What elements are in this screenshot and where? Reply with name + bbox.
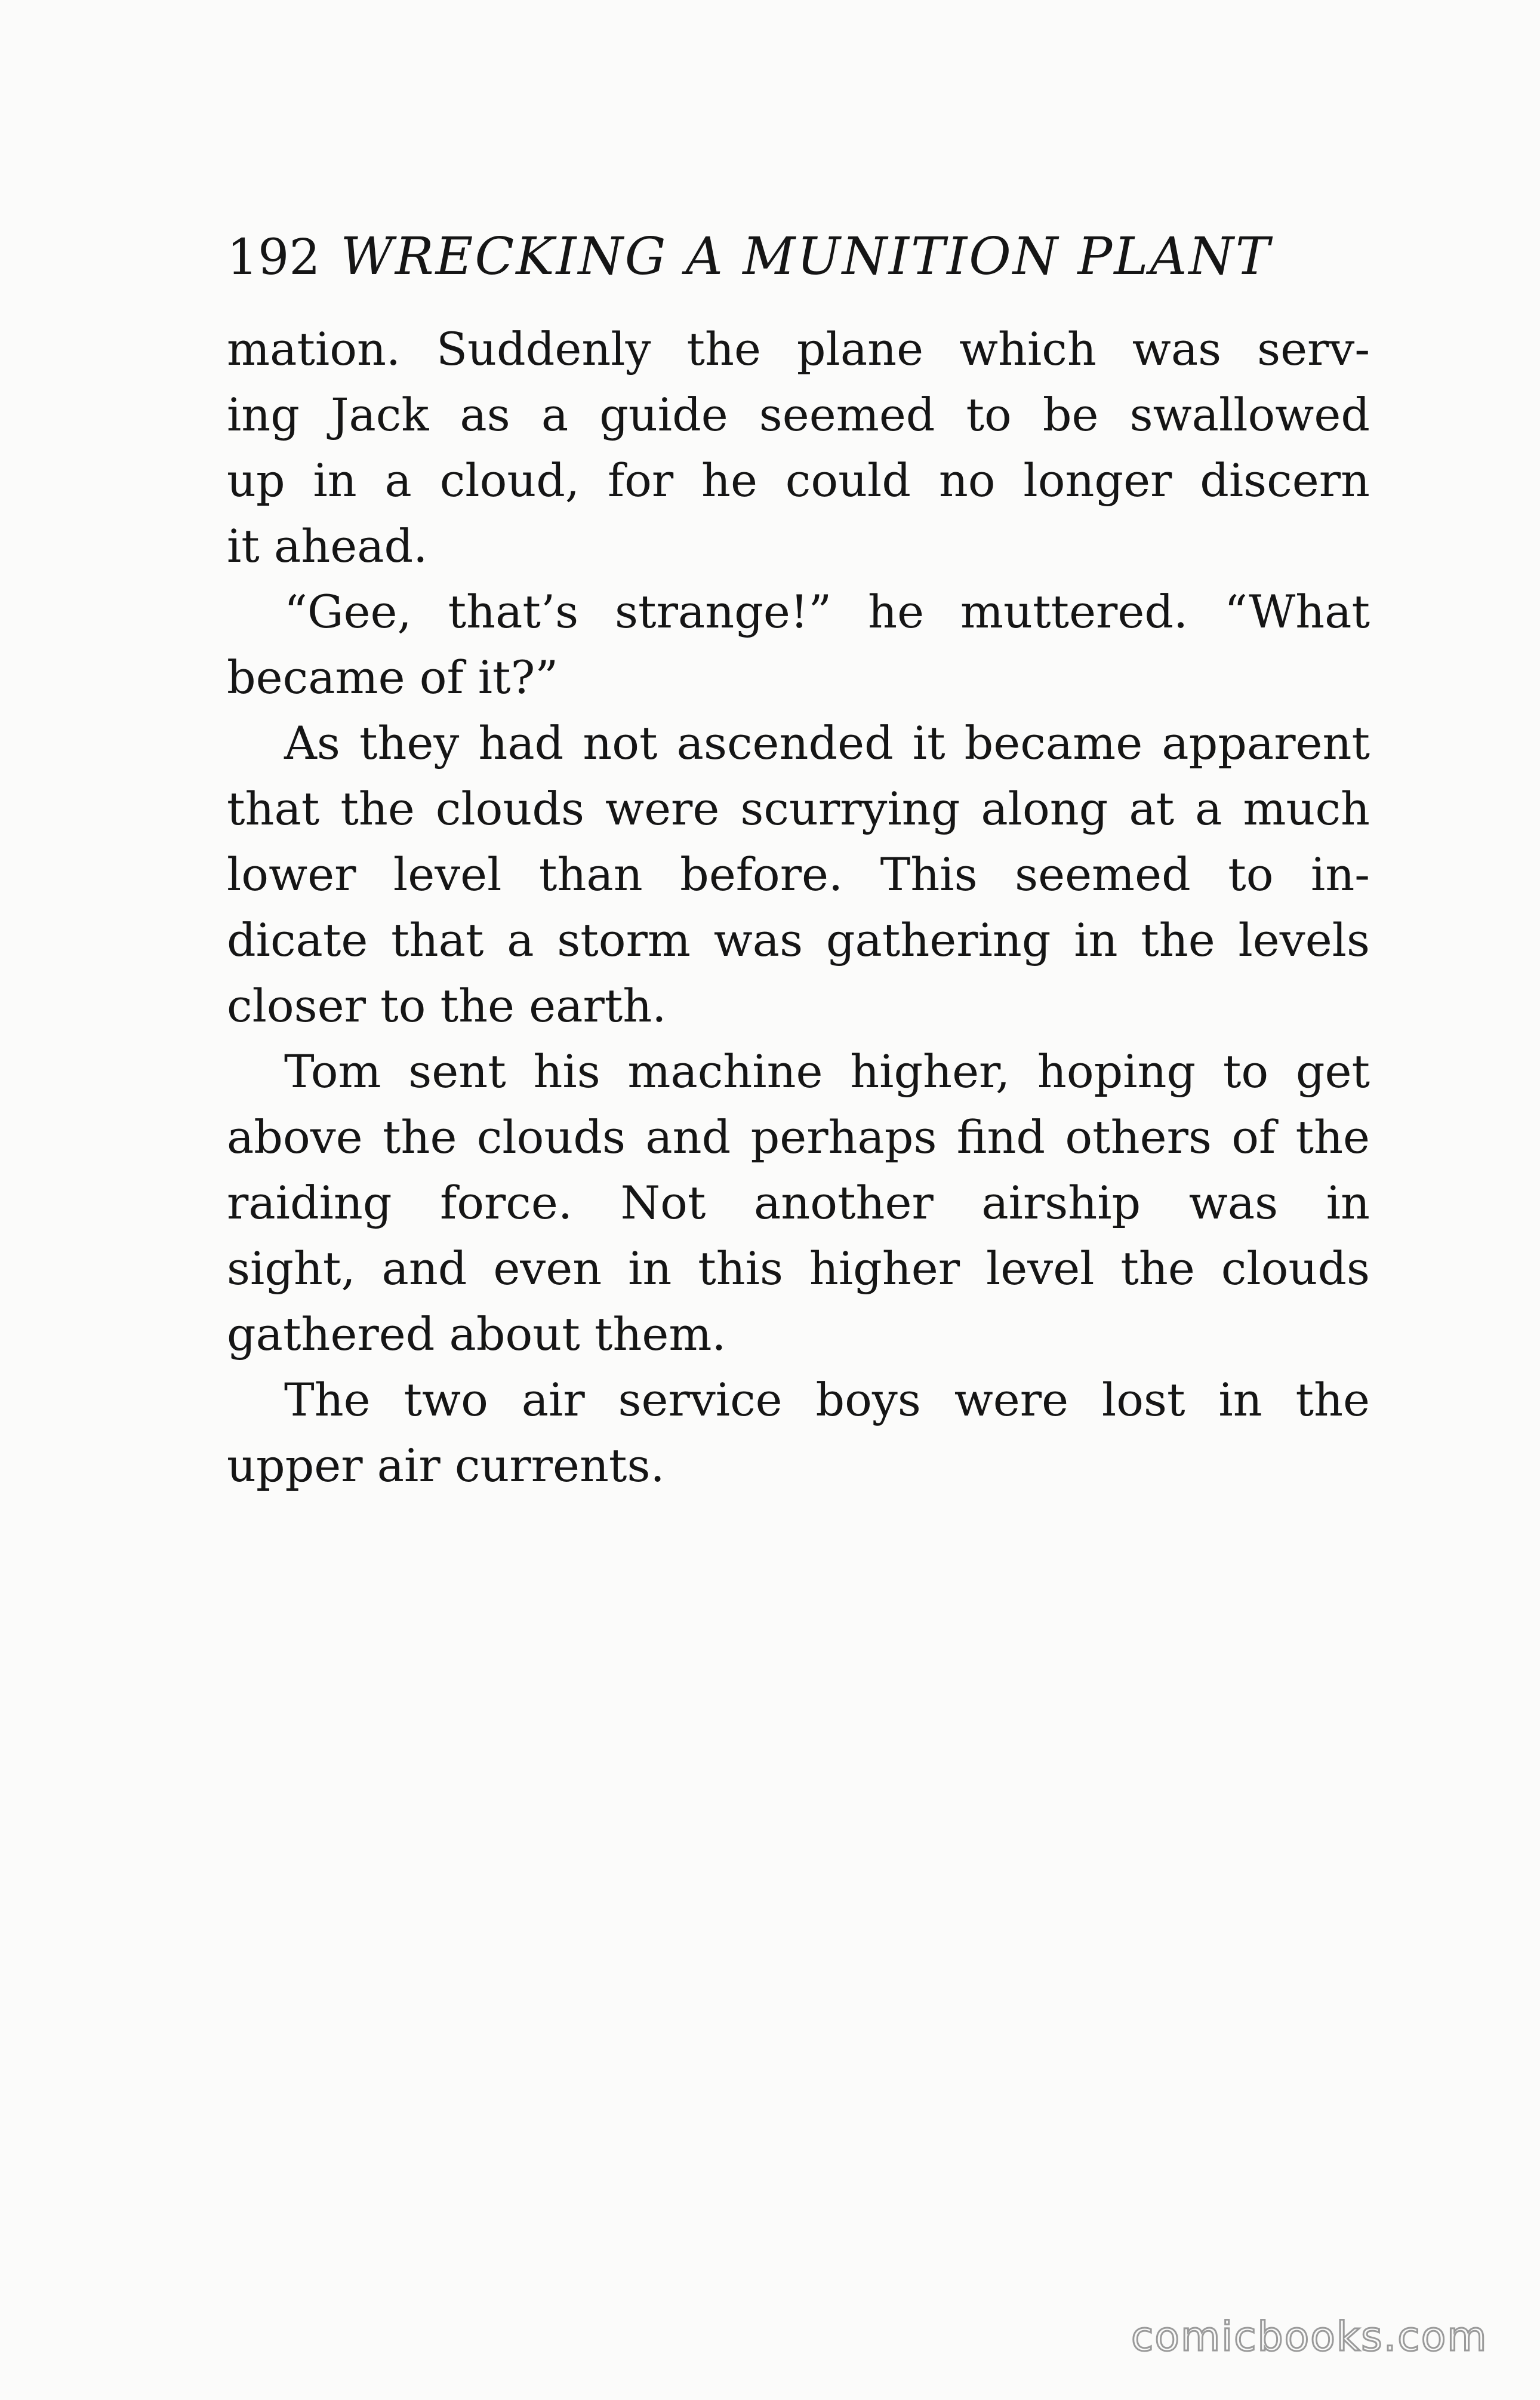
text-line: dicate that a storm was gathering in the levels [227, 913, 1370, 967]
paragraph-2 [227, 579, 1370, 710]
paragraph-5 [227, 1367, 1370, 1499]
text-line: closer to the earth. [227, 979, 667, 1032]
text-line: lower level than before. This seemed to in- [227, 848, 1370, 901]
text-line: sight, and even in this higher level the clouds [227, 1242, 1370, 1295]
running-header [227, 221, 1370, 293]
text-line: it ahead. [227, 519, 428, 573]
text-line: mation. Suddenly the plane which was serv- [227, 322, 1370, 376]
text-line: up in a cloud, for he could no longer discern [227, 454, 1370, 507]
page-number: 192 [227, 229, 321, 286]
text-line: gathered about them. [227, 1307, 726, 1361]
text-line: As they had not ascended it became apparent [284, 716, 1370, 770]
text-line: upper air currents. [227, 1439, 665, 1492]
running-title: WRECKING A MUNITION PLANT [340, 227, 1272, 287]
text-line: ing Jack as a guide seemed to be swallowed [227, 388, 1370, 441]
watermark: comicbooks.com [1131, 2313, 1488, 2361]
paragraph-4 [227, 1039, 1370, 1367]
text-line: Tom sent his machine higher, hoping to get [284, 1045, 1370, 1098]
text-block [227, 221, 1370, 1499]
paragraph-3 [227, 710, 1370, 1039]
text-line: became of it?” [227, 651, 559, 704]
text-line: that the clouds were scurrying along at a much [227, 782, 1370, 835]
text-line: The two air service boys were lost in the [284, 1373, 1370, 1426]
text-line: “Gee, that’s strange!” he muttered. “What [284, 585, 1370, 638]
text-line: raiding force. Not another airship was in [227, 1176, 1370, 1229]
text-line: above the clouds and perhaps find others of the [227, 1110, 1370, 1164]
paragraph-1 [227, 316, 1370, 579]
